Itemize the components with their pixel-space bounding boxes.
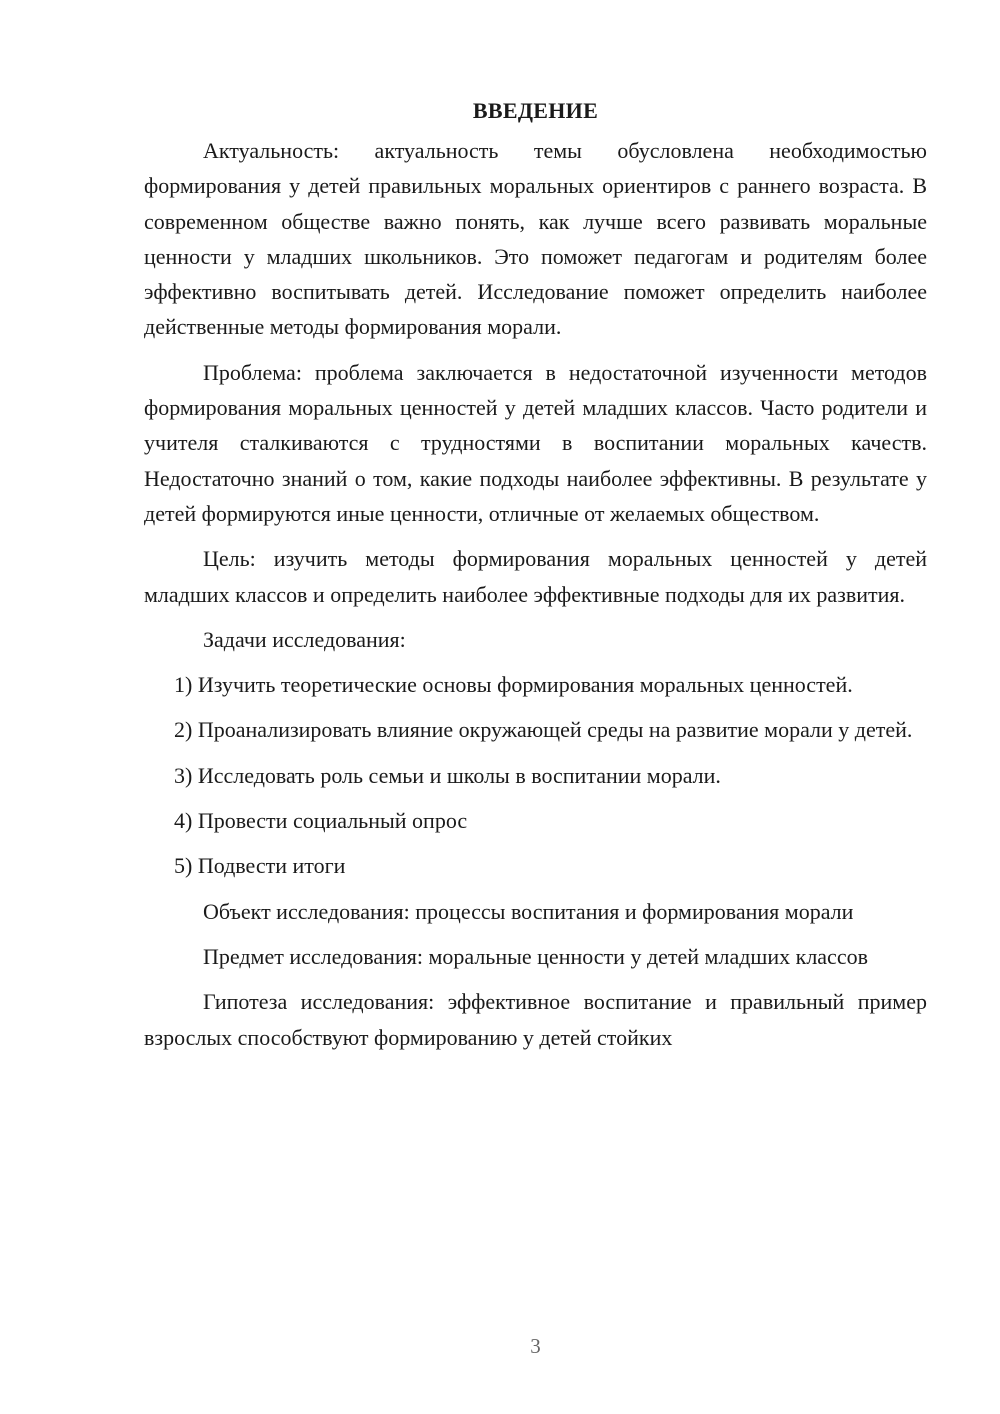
task-item-3: 3) Исследовать роль семьи и школы в воспитании морали. (174, 762, 721, 788)
hypothesis-paragraph: Гипотеза исследования: эффективное воспитание и правильный пример взрослых способствуют формированию у детей стойких (144, 989, 927, 1050)
task-item-2: 2) Проанализировать влияние окружающей среды на развитие морали у детей. (174, 717, 913, 743)
relevance-paragraph: Актуальность: актуальность темы обусловлена необходимостью формирования у детей правильных моральных ориентиров с раннего возраста. В современном обществе важно понять, как лучше всего развивать моральные ценности у младших школьников. Это поможет педагогам и родителям более эффективно воспитывать детей. Исследование поможет определить наиболее действенные методы формирования морали. (144, 138, 927, 340)
task-item-5: 5) Подвести итоги (174, 853, 346, 879)
tasks-title: Задачи исследования: (203, 626, 406, 652)
object-paragraph: Объект исследования: процессы воспитания и формирования морали (203, 898, 854, 924)
goal-paragraph: Цель: изучить методы формирования моральных ценностей у детей младших классов и определить наиболее эффективные подходы для их развития. (144, 546, 927, 607)
task-item-4: 4) Провести социальный опрос (174, 808, 468, 834)
page-number: 3 (530, 1334, 541, 1358)
problem-paragraph: Проблема: проблема заключается в недостаточной изученности методов формирования моральных ценностей у детей младших классов. Часто родители и учителя сталкиваются с трудностями в воспитании моральных качеств. Недостаточно знаний о том, какие подходы наиболее эффективны. В результате у детей формируются иные ценности, отличные от желаемых обществом. (144, 359, 927, 526)
subject-paragraph: Предмет исследования: моральные ценности у детей младших классов (203, 943, 868, 969)
task-item-1: 1) Изучить теоретические основы формирования моральных ценностей. (174, 672, 853, 698)
section-heading: ВВЕДЕНИЕ (472, 98, 599, 123)
page-content (144, 93, 927, 1065)
